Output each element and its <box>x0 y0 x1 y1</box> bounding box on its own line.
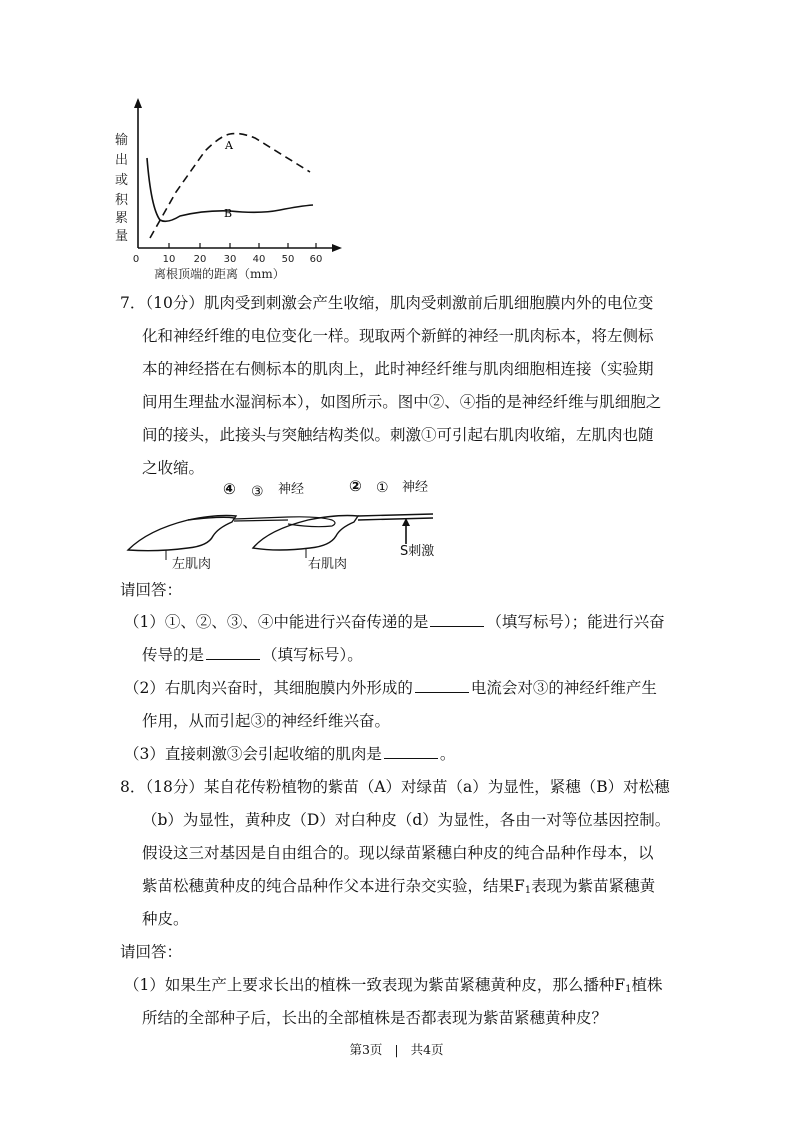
q8-sub1-text-b: 植株 <box>631 976 663 994</box>
q7-sub3 <box>124 738 455 771</box>
y-axis-arrow <box>134 98 142 108</box>
q7-sub2-text-b: 电流会对③的神经纤维产生 <box>470 679 657 697</box>
marker-1: ① <box>376 480 389 496</box>
nerve-label-right: 神经 <box>402 480 429 495</box>
q7-line-5: 间的接头，此接头与突触结构类似。刺激①可引起右肌肉收缩，左肌肉也随 <box>142 426 654 444</box>
q7-line-1: 7．（10分）肌肉受到刺激会产生收缩，肌肉受刺激前后肌细胞膜内外的电位变 <box>120 294 654 312</box>
answer-blank[interactable] <box>430 612 484 627</box>
q7-sub1-text-c: 传导的是 <box>142 646 205 664</box>
growth-curve-graph <box>110 96 350 286</box>
q8-ask: 请回答： <box>120 943 183 961</box>
q8-sub1-line1 <box>124 969 663 1006</box>
curve-a-label: A <box>225 139 233 152</box>
x-tick-label: 10 <box>162 254 176 265</box>
q8-line-4-text-a: 紫苗松穗黄种皮的纯合品种作父本进行杂交实验，结果F <box>142 877 525 895</box>
right-nerve <box>358 514 433 516</box>
q7-line-4: 间用生理盐水湿润标本），如图所示。图中②、④指的是神经纤维与肌细胞之 <box>142 393 662 411</box>
nerve-muscle-diagram <box>118 472 458 580</box>
q7-sub2-text-a: （2）右肌肉兴奋时，其细胞膜内外形成的 <box>124 679 413 697</box>
q7-sub1-text-b: （填写标号）；能进行兴奋 <box>486 613 665 631</box>
q8-line-5: 种皮。 <box>142 910 189 928</box>
x-tick-label: 0 <box>132 254 140 265</box>
q7-sub1-text-d: （填写标号）。 <box>262 646 363 664</box>
y-label-char: 量 <box>115 229 129 244</box>
q7-sub1-text-a: （1）①、②、③、④中能进行兴奋传递的是 <box>124 613 429 631</box>
x-tick-label: 30 <box>223 254 237 265</box>
y-label-char: 累 <box>115 211 129 226</box>
subscript: 1 <box>524 885 532 896</box>
y-label-char: 输 <box>115 133 129 148</box>
marker-4: ④ <box>223 480 236 498</box>
answer-blank[interactable] <box>206 645 260 660</box>
marker-2: ② <box>349 477 362 495</box>
x-tick-label: 50 <box>281 254 295 265</box>
answer-blank[interactable] <box>415 678 469 693</box>
footer-separator: | <box>394 1042 399 1057</box>
x-tick-label: 60 <box>309 254 323 265</box>
x-axis-title: 离根顶端的距离（mm） <box>154 267 285 281</box>
left-muscle-shape <box>128 516 236 551</box>
left-muscle-label: 左肌肉 <box>172 557 212 572</box>
graph-svg <box>110 96 350 286</box>
nerve-label-left: 神经 <box>278 482 305 497</box>
x-tick-label: 20 <box>193 254 207 265</box>
y-label-char: 积 <box>115 193 129 208</box>
right-muscle-label: 右肌肉 <box>308 557 348 572</box>
q8-line-4-text-b: 表现为紫苗紧穗黄 <box>531 877 656 895</box>
page-number: 第3页 <box>349 1042 383 1057</box>
answer-blank[interactable] <box>384 744 438 759</box>
curve-b-label: B <box>224 207 233 220</box>
y-label-char: 出 <box>115 153 129 168</box>
q7-sub3-text-b: 。 <box>439 745 456 763</box>
q7-line-6: 之收缩。 <box>142 459 205 477</box>
q8-line-1: 8．（18分）某自花传粉植物的紫苗（A）对绿苗（a）为显性，紧穗（B）对松穗 <box>120 778 670 796</box>
q7-ask: 请回答： <box>120 581 183 599</box>
q8-line-2: （b）为显性，黄种皮（D）对白种皮（d）为显性，各由一对等位基因控制。 <box>142 811 671 829</box>
q7-sub1-line1 <box>124 606 665 639</box>
q8-line-3: 假设这三对基因是自由组合的。现以绿苗紧穗白种皮的纯合品种作母本，以 <box>142 844 654 862</box>
subscript: 1 <box>625 984 632 995</box>
marker-3: ③ <box>251 484 264 500</box>
total-pages: 共4页 <box>410 1042 444 1057</box>
q7-line-2: 化和神经纤维的电位变化一样。现取两个新鲜的神经一肌肉标本，将左侧标 <box>142 327 654 345</box>
y-label-char: 或 <box>115 173 129 188</box>
nerve-muscle-svg <box>118 472 458 580</box>
q7-line-3: 本的神经搭在右侧标本的肌肉上，此时神经纤维与肌肉细胞相连接（实验期 <box>142 360 654 378</box>
page-footer <box>0 1040 793 1058</box>
q8-sub1-text-a: （1）如果生产上要求长出的植株一致表现为紫苗紧穗黄种皮，那么播种F <box>124 976 626 994</box>
q7-sub1-line2 <box>142 639 363 672</box>
q7-sub2-line2: 作用，从而引起③的神经纤维兴奋。 <box>142 712 391 730</box>
x-tick-label: 40 <box>252 254 266 265</box>
q8-line-4 <box>142 870 655 907</box>
q7-sub3-text-a: （3）直接刺激③会引起收缩的肌肉是 <box>124 745 382 763</box>
q8-sub1-line2: 所结的全部种子后，长出的全部植株是否都表现为紫苗紧穗黄种皮？ <box>142 1009 608 1027</box>
stimulus-label: S刺激 <box>400 544 435 559</box>
q7-sub2-line1 <box>124 672 657 705</box>
x-axis-arrow <box>332 244 342 252</box>
